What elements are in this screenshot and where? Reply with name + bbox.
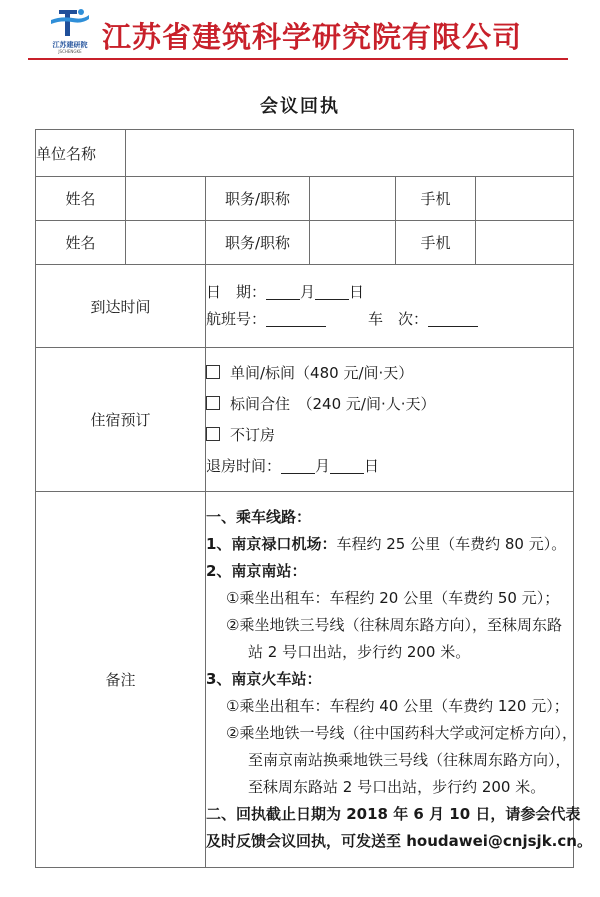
company-name: 江苏省建筑科学研究院有限公司 (102, 20, 523, 54)
checkout-day-unit: 日 (364, 456, 380, 475)
unit-label: 单位名称 (36, 130, 126, 177)
note-line: 站 2 号口出站，步行约 200 米。 (248, 643, 471, 661)
flight-blank[interactable] (266, 312, 326, 327)
phone-field[interactable] (476, 221, 574, 265)
lodging-option[interactable] (206, 389, 573, 420)
checkbox[interactable] (206, 365, 220, 379)
day-blank[interactable] (315, 285, 349, 300)
document-title: 会议回执 (260, 96, 340, 117)
train-label: 车 次： (368, 310, 429, 328)
note-line: 至南京南站换乘地铁三号线（往秣周东路方向）， (248, 751, 571, 769)
note-line: 2、南京南站： (206, 562, 307, 580)
unit-row (36, 130, 574, 177)
arrival-label: 到达时间 (36, 265, 206, 348)
date-label: 日 期： (206, 283, 267, 301)
checkout-label: 退房时间： (206, 456, 282, 475)
note-line: ②乘坐地铁三号线（往秣周东路方向），至秣周东路 (226, 616, 562, 634)
month-unit: 月 (300, 283, 316, 301)
lodging-row (36, 348, 574, 492)
checkout-month-blank[interactable] (281, 459, 315, 474)
day-unit: 日 (349, 283, 365, 301)
arrival-details (206, 265, 574, 348)
note-line: 及时反馈会议回执，可发送至 houdawei@cnjsjk.cn。 (206, 832, 592, 850)
phone-label: 手机 (396, 177, 476, 221)
train-blank[interactable] (428, 312, 478, 327)
note-line (206, 531, 573, 558)
note-line: ②乘坐地铁一号线（往中国药科大学或河定桥方向）， (226, 724, 577, 742)
logo-name: 江苏建研院 (52, 41, 88, 49)
checkout-line (206, 451, 573, 482)
position-label: 职务/职称 (206, 177, 310, 221)
logo-mark-icon (49, 6, 91, 40)
letterhead (0, 0, 600, 64)
checkout-month-unit: 月 (315, 456, 331, 475)
name-label: 姓名 (36, 221, 126, 265)
lodging-options (206, 348, 574, 492)
position-field[interactable] (310, 221, 396, 265)
flight-label: 航班号： (206, 310, 267, 328)
note-heading: 1、南京禄口机场： (206, 535, 337, 553)
phone-label: 手机 (396, 221, 476, 265)
lodging-option-label: 标间合住 （240 元/间·人·天） (230, 394, 436, 413)
arrival-row (36, 265, 574, 348)
lodging-label: 住宿预订 (36, 348, 206, 492)
note-line: ①乘坐出租车：车程约 20 公里（车费约 50 元）； (226, 589, 560, 607)
note-line: 3、南京火车站： (206, 670, 322, 688)
notes-label: 备注 (36, 492, 206, 868)
note-text: 车程约 25 公里（车费约 80 元）。 (336, 535, 567, 553)
logo-sub: JSCHENGKE (58, 49, 82, 54)
unit-field[interactable] (126, 130, 574, 177)
reply-form-table (35, 129, 592, 868)
lodging-option-label: 不订房 (230, 425, 276, 444)
month-blank[interactable] (266, 285, 300, 300)
checkout-day-blank[interactable] (330, 459, 364, 474)
note-line: 一、乘车线路： (206, 508, 312, 526)
lodging-option-label: 单间/标间（480 元/间·天） (230, 363, 414, 382)
checkbox[interactable] (206, 427, 220, 441)
note-line: ①乘坐出租车：车程约 40 公里（车费约 120 元）； (226, 697, 569, 715)
note-line: 至秣周东路站 2 号口出站，步行约 200 米。 (248, 778, 546, 796)
arrival-transport-line (206, 306, 573, 333)
position-field[interactable] (310, 177, 396, 221)
note-line: 二、回执截止日期为 2018 年 6 月 10 日，请参会代表 (206, 805, 581, 823)
checkbox[interactable] (206, 396, 220, 410)
arrival-date-line (206, 279, 573, 306)
name-field[interactable] (126, 177, 206, 221)
notes-content (206, 492, 592, 868)
header-divider (28, 58, 568, 60)
person-row (36, 221, 574, 265)
position-label: 职务/职称 (206, 221, 310, 265)
name-field[interactable] (126, 221, 206, 265)
phone-field[interactable] (476, 177, 574, 221)
notes-row (36, 492, 574, 868)
person-row (36, 177, 574, 221)
lodging-option[interactable] (206, 420, 573, 451)
name-label: 姓名 (36, 177, 126, 221)
lodging-option[interactable] (206, 358, 573, 389)
company-logo (45, 6, 95, 54)
